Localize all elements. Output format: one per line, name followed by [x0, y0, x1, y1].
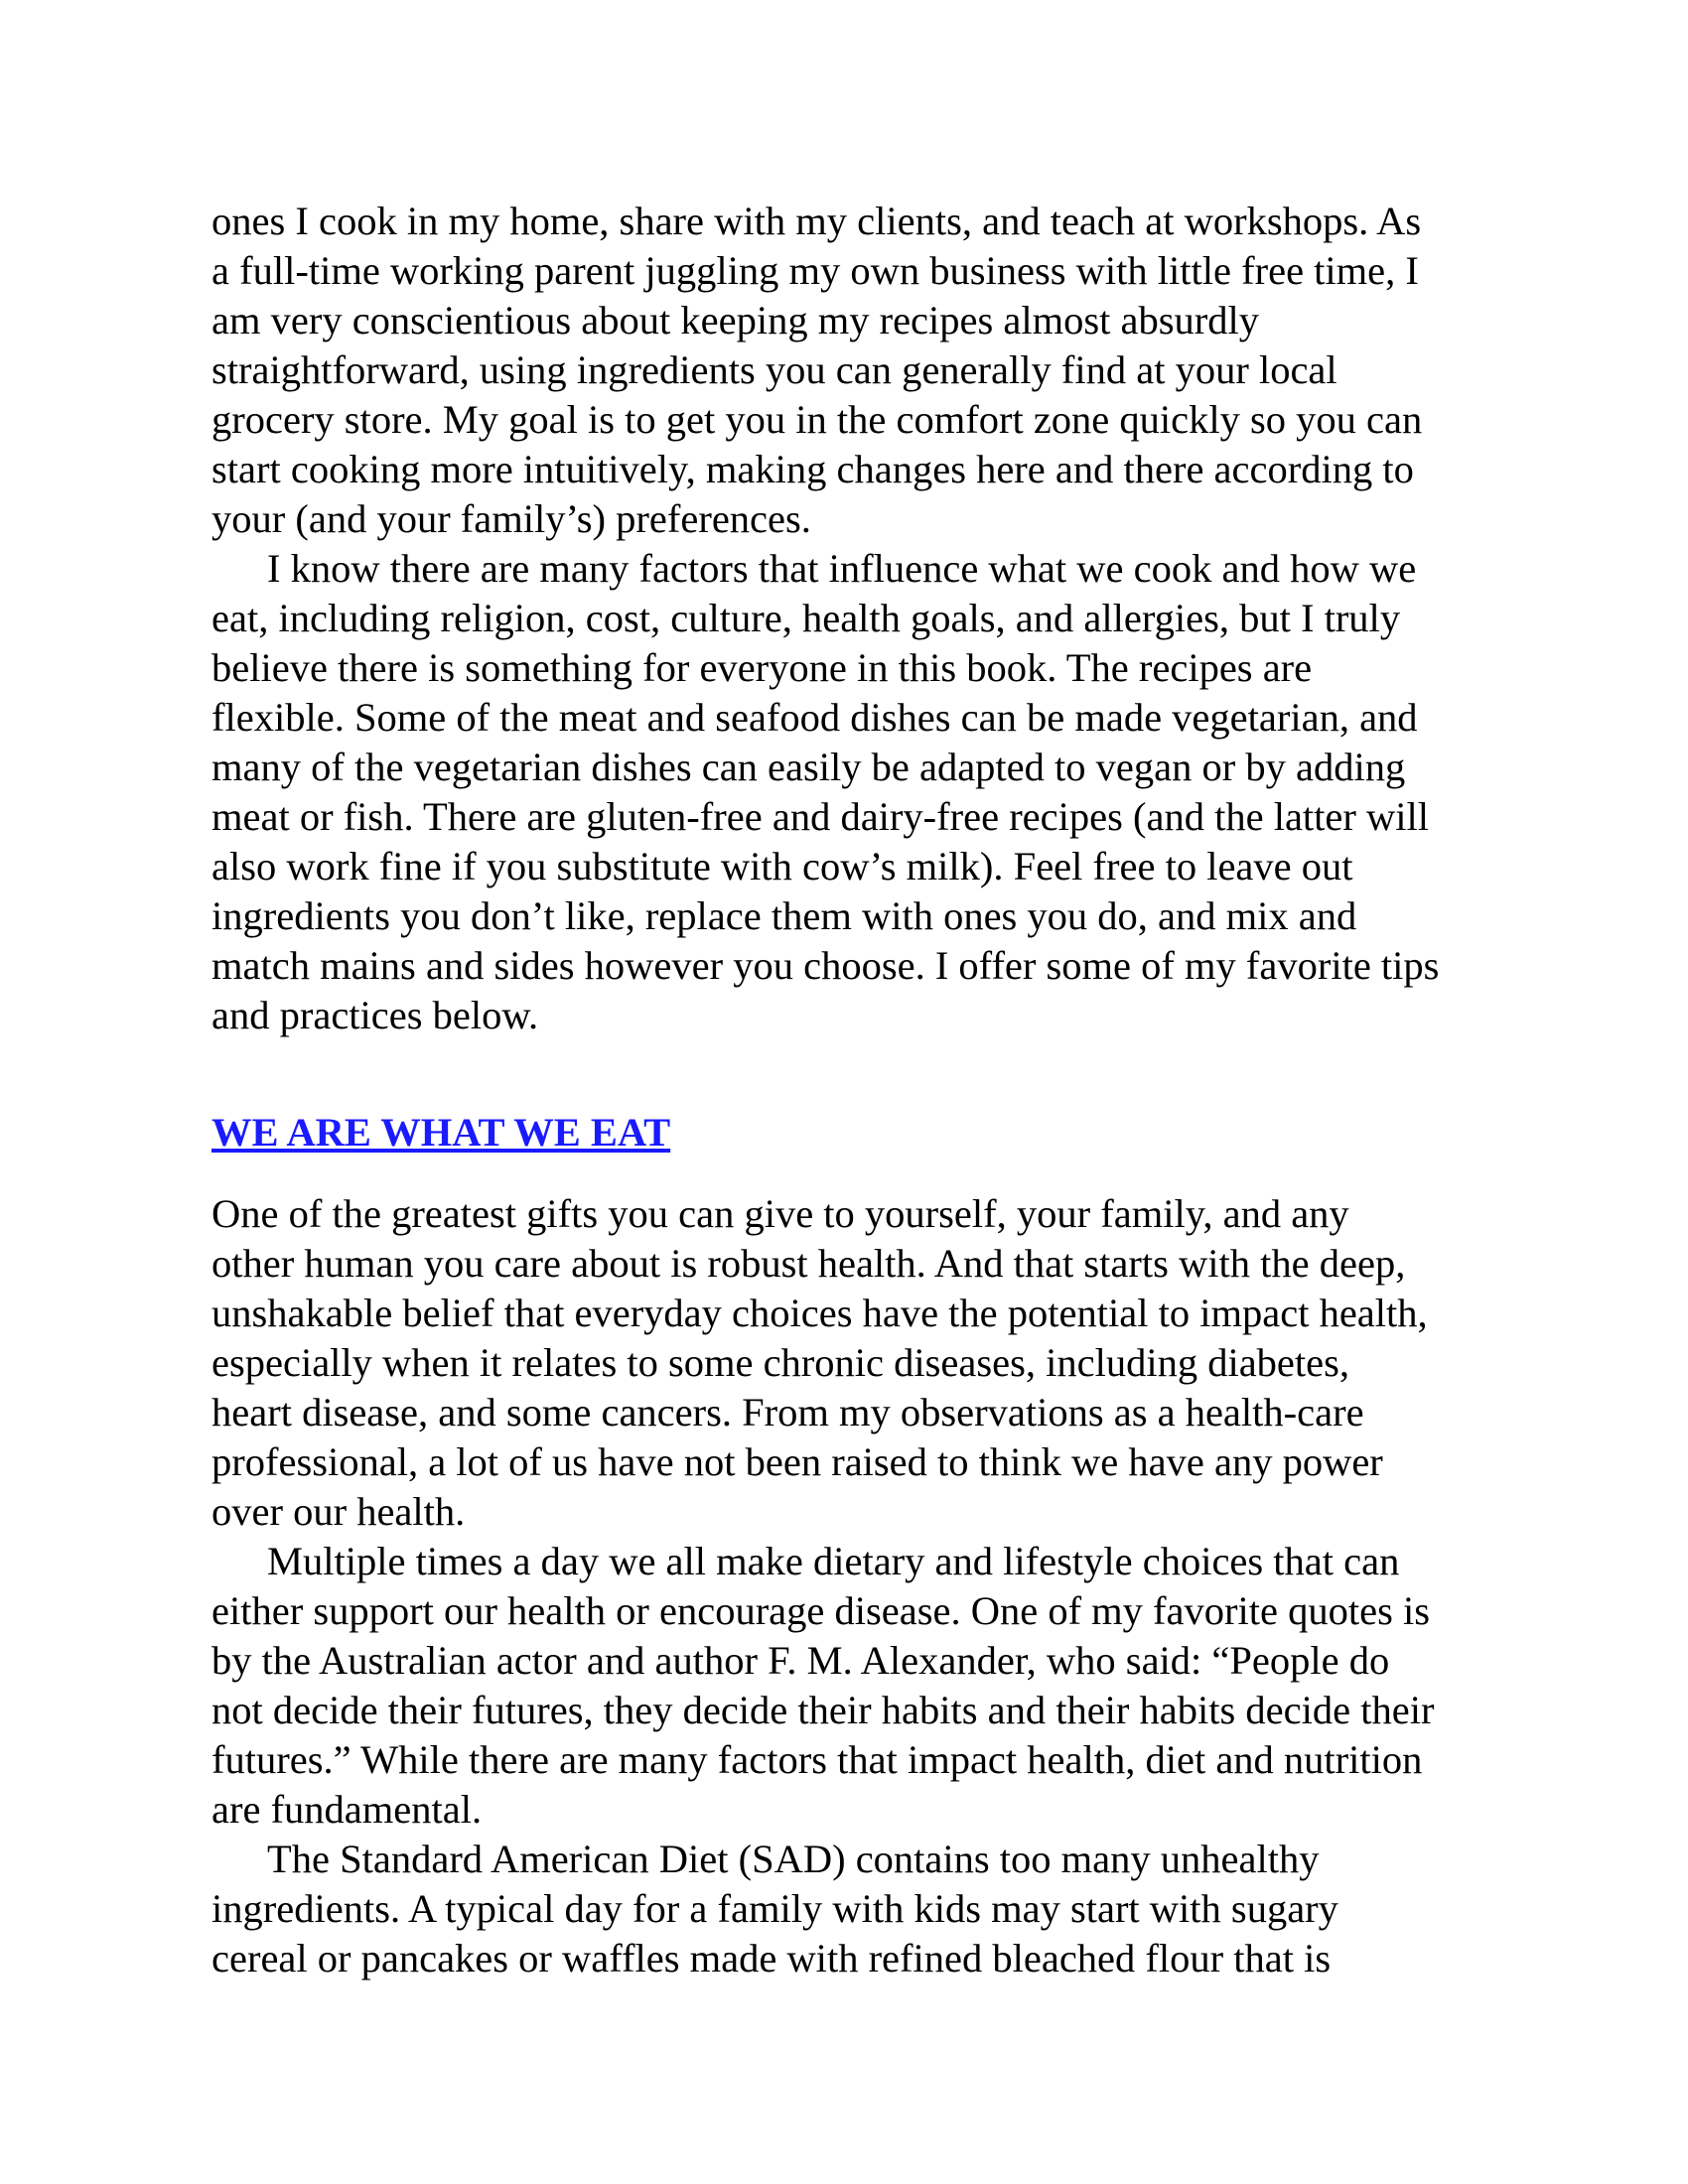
body-paragraph: I know there are many factors that influence what we cook and how we eat, including religion, cost, culture, health goals, and allergies, but I truly believe there is something for everyone in this book. The recipes are flexible. Some of the meat and seafood dishes can be made vegetarian, and many of the vegetarian dishes can easily be adapted to vegan or by adding meat or fish. There are gluten-free and dairy-free recipes (and the latter will also work fine if you substitute with cow’s milk). Feel free to leave out ingredients you don’t like, replace them with ones you do, and mix and match mains and sides however you choose. I offer some of my favorite tips and practices below. [211, 546, 1440, 1037]
section-heading-link[interactable]: WE ARE WHAT WE EAT [211, 1110, 671, 1155]
body-paragraph: One of the greatest gifts you can give to yourself, your family, and any other human you care about is robust health. And that starts with the deep, unshakable belief that everyday choices have the potential to impact health, especially when it relates to some chronic diseases, including diabetes, heart disease, and some cancers. From my observations as a health-care professional, a lot of us have not been raised to think we have any power over our health. [211, 1191, 1428, 1534]
body-paragraph: Multiple times a day we all make dietary and lifestyle choices that can either support our health or encourage disease. One of my favorite quotes is by the Australian actor and author F. M. Alexander, who said: “People do not decide their futures, they decide their habits and their habits decide their futures.” While there are many factors that impact health, diet and nutrition are fundamental. [211, 1539, 1435, 1832]
body-paragraph: The Standard American Diet (SAD) contains too many unhealthy ingredients. A typical day for a family with kids may start with sugary cereal or pancakes or waffles made with refined bleached flour that is [211, 1837, 1338, 1980]
intro-section [211, 197, 1492, 1040]
document-page [211, 197, 1492, 1983]
we-are-what-we-eat-section [211, 1189, 1492, 1983]
body-paragraph: ones I cook in my home, share with my clients, and teach at workshops. As a full-time working parent juggling my own business with little free time, I am very conscientious about keeping my recipes almost absurdly straightforward, using ingredients you can generally find at your local grocery store. My goal is to get you in the comfort zone quickly so you can start cooking more intuitively, making changes here and there according to your (and your family’s) preferences. [211, 199, 1423, 541]
